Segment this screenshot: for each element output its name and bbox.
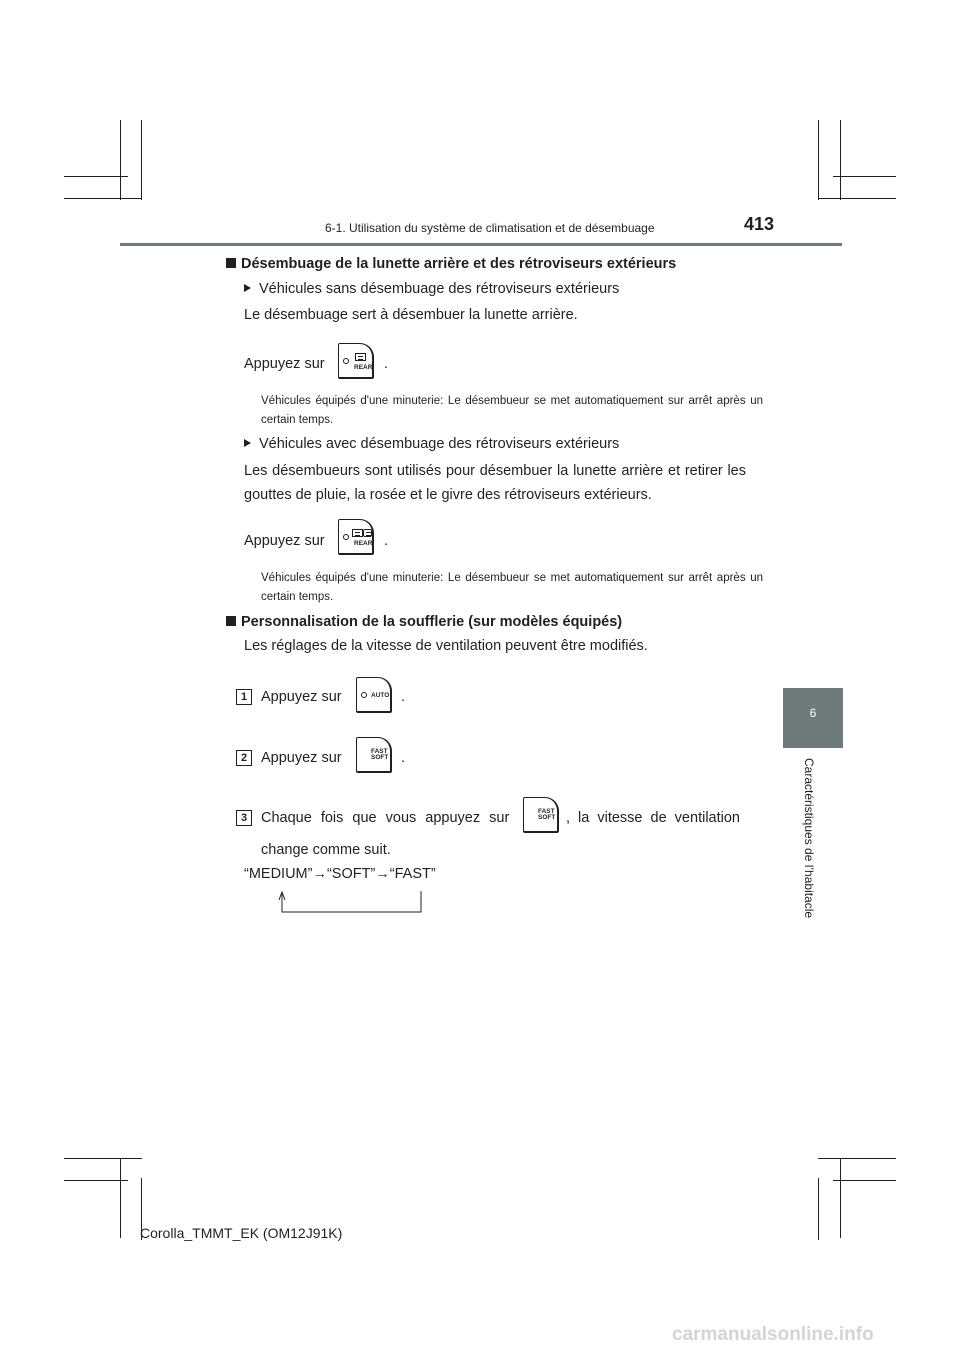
- header-rule: [120, 243, 842, 246]
- step-1-text: Appuyez sur: [261, 689, 342, 705]
- indicator-led-icon: [361, 692, 367, 698]
- press-instruction: [244, 356, 325, 372]
- crop-mark: [818, 1178, 819, 1240]
- crop-mark: [120, 120, 121, 200]
- crop-mark: [833, 176, 896, 177]
- chapter-tab: 6: [783, 688, 843, 748]
- button-label-fast: FAST: [538, 808, 555, 815]
- crop-mark: [818, 120, 819, 200]
- button-label-soft: SOFT: [538, 814, 556, 821]
- crop-mark: [141, 120, 142, 200]
- speed-sequence: “MEDIUM”→“SOFT”→“FAST”: [244, 866, 436, 882]
- step-3-suffix: , la vitesse de ventilation: [566, 810, 740, 826]
- crop-mark: [64, 176, 128, 177]
- document-code: Corolla_TMMT_EK (OM12J91K): [140, 1225, 343, 1241]
- step-number-2: 2: [236, 750, 252, 766]
- press-suffix: .: [384, 356, 389, 372]
- crop-mark: [64, 1158, 142, 1159]
- cycle-return-arrow-icon: [274, 890, 426, 916]
- fast-soft-button-icon: [523, 797, 559, 833]
- press-prefix: Appuyez sur: [244, 356, 325, 372]
- rear-window-glyph-icon: [355, 353, 366, 361]
- step-2-suffix: .: [401, 750, 406, 766]
- triangle-bullet-icon: [244, 439, 251, 447]
- square-bullet-icon: [226, 258, 236, 268]
- button-label-soft: SOFT: [371, 754, 389, 761]
- section-heading-blower: [226, 614, 622, 630]
- crop-mark: [64, 1180, 128, 1181]
- step-number-3: 3: [236, 810, 252, 826]
- step-3-continuation: change comme suit.: [261, 842, 391, 858]
- crop-mark: [833, 1180, 896, 1181]
- press-instruction: [244, 533, 325, 549]
- indicator-led-icon: [343, 534, 349, 540]
- triangle-bullet-icon: [244, 284, 251, 292]
- square-bullet-icon: [226, 616, 236, 626]
- press-suffix: .: [384, 533, 389, 549]
- subheading-without-mirror-defogger: [244, 281, 619, 297]
- subheading-text: Véhicules avec désembuage des rétroviseurs extérieurs: [259, 436, 620, 452]
- step-2-text: Appuyez sur: [261, 750, 342, 766]
- chapter-label: Caractéristiques de l’habitacle: [802, 758, 816, 919]
- running-header-title: 6-1. Utilisation du système de climatisation et de désembuage: [325, 221, 655, 235]
- section-heading-text: Personnalisation de la soufflerie (sur modèles équipés): [241, 614, 623, 630]
- rear-mirror-defogger-button-icon: [338, 519, 374, 555]
- button-label: REAR: [354, 540, 373, 547]
- step-1-suffix: .: [401, 689, 406, 705]
- watermark: carmanualsonline.info: [672, 1324, 874, 1345]
- subheading-text: Véhicules sans désembuage des rétroviseurs extérieurs: [259, 281, 620, 297]
- paragraph: Le désembuage sert à désembuer la lunette arrière.: [244, 307, 578, 323]
- button-label: AUTO: [371, 692, 390, 699]
- fast-soft-button-icon: [356, 737, 392, 773]
- paragraph: Les désembueurs sont utilisés pour désembuer la lunette arrière et retirer les gouttes de pluie, la rosée et le givre des rétroviseurs extérieurs.: [244, 463, 746, 503]
- crop-mark: [64, 198, 142, 199]
- section-heading-text: Désembuage de la lunette arrière et des rétroviseurs extérieurs: [241, 256, 677, 272]
- timer-note: Véhicules équipés d'une minuterie: Le désembueur se met automatiquement sur arrêt après un certain temps.: [261, 572, 763, 603]
- button-label-fast: FAST: [371, 748, 388, 755]
- crop-mark: [818, 1158, 896, 1159]
- press-prefix: Appuyez sur: [244, 533, 325, 549]
- subheading-with-mirror-defogger: [244, 436, 619, 452]
- rear-defogger-button-icon: [338, 343, 374, 379]
- button-label: REAR: [354, 364, 373, 371]
- step-3-text: Chaque fois que vous appuyez sur: [261, 810, 510, 826]
- crop-mark: [120, 1158, 121, 1238]
- crop-mark: [818, 198, 896, 199]
- indicator-led-icon: [343, 358, 349, 364]
- step-number-1: 1: [236, 689, 252, 705]
- crop-mark: [840, 1158, 841, 1238]
- timer-note: Véhicules équipés d'une minuterie: Le désembueur se met automatiquement sur arrêt après un certain temps.: [261, 395, 763, 426]
- mirror-glyph-icon: [363, 529, 372, 537]
- paragraph: Les réglages de la vitesse de ventilation peuvent être modifiés.: [244, 638, 648, 654]
- page-number: 413: [744, 214, 775, 234]
- auto-button-icon: [356, 677, 392, 713]
- rear-window-glyph-icon: [352, 529, 363, 537]
- section-heading-defogger: [226, 256, 676, 272]
- crop-mark: [840, 120, 841, 200]
